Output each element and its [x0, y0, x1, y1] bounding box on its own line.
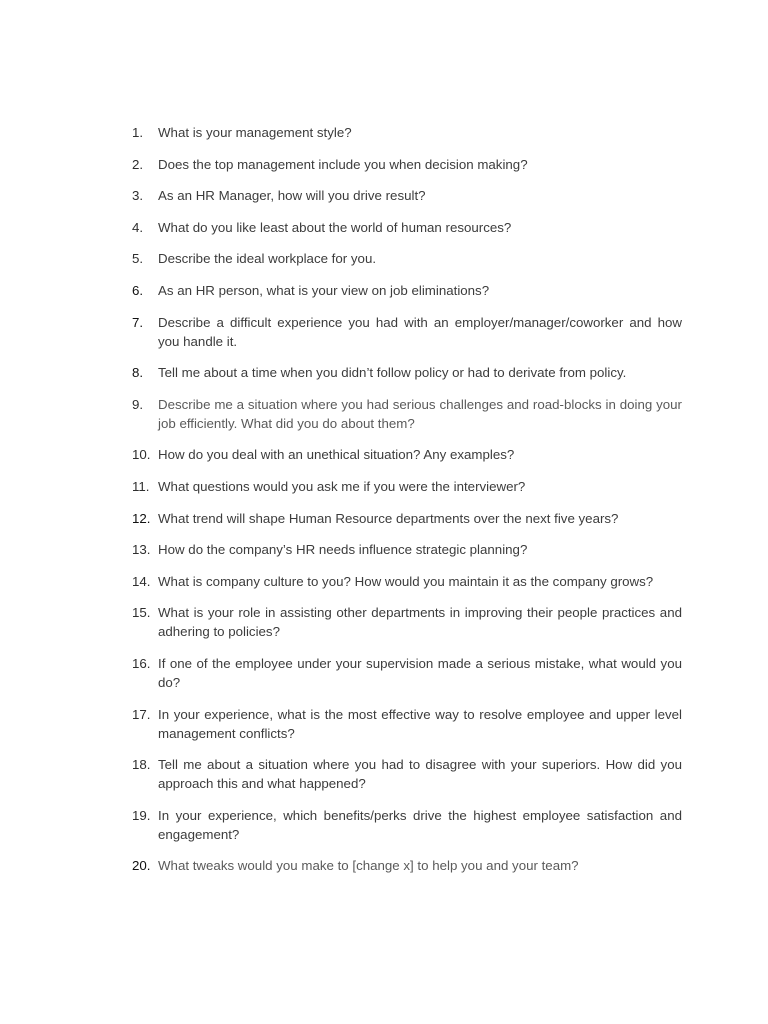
question-item [132, 123, 682, 142]
question-text: In your experience, which benefits/perks drive the highest employee satisfaction and engagement? [158, 807, 682, 842]
question-number: 20. [132, 858, 151, 874]
question-item [132, 509, 682, 528]
question-number: 17. [132, 706, 151, 722]
question-number: 11. [132, 478, 150, 494]
question-number: 16. [132, 655, 151, 671]
question-item [132, 603, 682, 641]
question-item [132, 281, 682, 300]
question-number: 9. [132, 396, 144, 412]
question-item [132, 395, 682, 433]
question-number: 14. [132, 573, 151, 589]
question-item [132, 363, 682, 382]
question-number: 15. [132, 605, 151, 621]
question-item [132, 540, 682, 559]
question-item [132, 313, 682, 351]
question-item [132, 218, 682, 237]
question-text: Does the top management include you when decision making? [158, 156, 528, 172]
question-text: Describe a difficult experience you had with an employer/manager/coworker and how you handle it. [158, 314, 682, 349]
question-text: Tell me about a situation where you had to disagree with your superiors. How did you approach this and what happened? [158, 757, 682, 792]
question-text: Describe the ideal workplace for you. [158, 251, 377, 267]
question-item [132, 155, 682, 174]
question-text: What is company culture to you? How would you maintain it as the company grows? [158, 573, 654, 589]
question-number: 12. [132, 510, 151, 526]
question-text: If one of the employee under your supervision made a serious mistake, what would you do? [158, 655, 682, 690]
question-number: 2. [132, 156, 144, 172]
question-number: 6. [132, 282, 144, 298]
question-text: As an HR Manager, how will you drive result? [158, 188, 426, 204]
question-number: 1. [132, 125, 144, 140]
question-number: 8. [132, 365, 144, 381]
question-item [132, 654, 682, 692]
question-item [132, 445, 682, 464]
question-number: 18. [132, 757, 151, 773]
question-text: What questions would you ask me if you were the interviewer? [158, 478, 526, 494]
question-number: 5. [132, 251, 144, 267]
question-text: How do the company’s HR needs influence strategic planning? [158, 542, 528, 558]
question-text: What is your role in assisting other departments in improving their people practices and adhering to policies? [158, 605, 682, 640]
question-text: Describe me a situation where you had serious challenges and road-blocks in doing your job efficiently. What did you do about them? [158, 396, 682, 431]
question-text: What tweaks would you make to [change x] to help you and your team? [158, 858, 579, 874]
question-number: 10. [132, 447, 151, 463]
question-text: As an HR person, what is your view on job eliminations? [158, 282, 490, 298]
question-text: Tell me about a time when you didn’t follow policy or had to derivate from policy. [158, 365, 627, 381]
question-number: 4. [132, 219, 144, 235]
question-item [132, 806, 682, 844]
question-item [132, 249, 682, 268]
question-item [132, 477, 682, 496]
question-number: 19. [132, 807, 151, 823]
question-text: How do you deal with an unethical situation? Any examples? [158, 447, 515, 463]
question-number: 3. [132, 188, 144, 204]
question-number: 13. [132, 542, 151, 558]
question-item [132, 186, 682, 205]
question-item [132, 856, 682, 875]
question-item [132, 572, 682, 591]
question-number: 7. [132, 314, 144, 330]
question-text: In your experience, what is the most effective way to resolve employee and upper level management conflicts? [158, 706, 682, 741]
question-item [132, 705, 682, 743]
question-text: What do you like least about the world of human resources? [158, 219, 512, 235]
question-text: What is your management style? [158, 125, 352, 140]
question-text: What trend will shape Human Resource departments over the next five years? [158, 510, 619, 526]
question-item [132, 755, 682, 793]
question-list [132, 123, 682, 875]
